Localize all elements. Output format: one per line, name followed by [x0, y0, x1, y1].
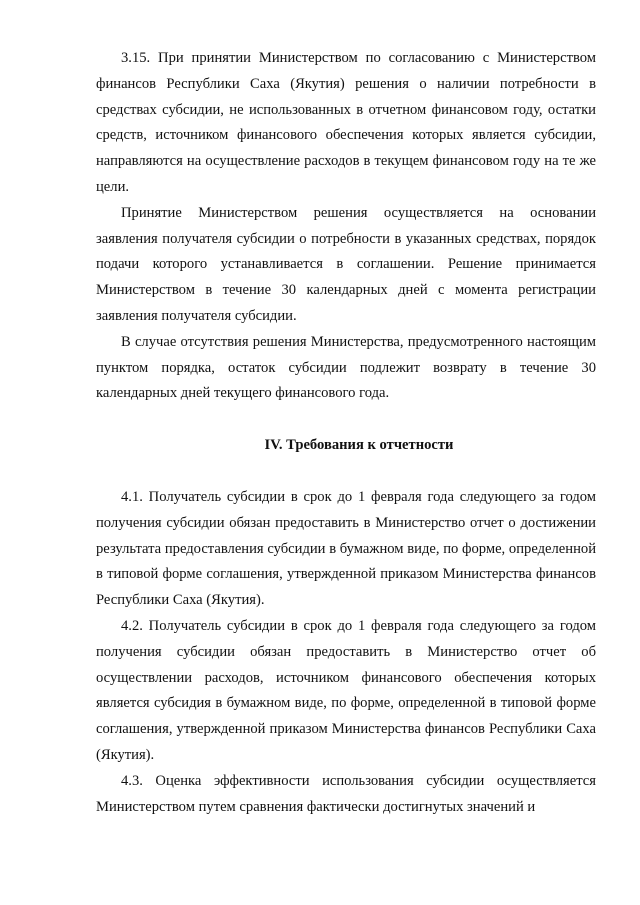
spacer — [96, 407, 596, 433]
section-heading: IV. Требования к отчетности — [264, 437, 454, 454]
spacer — [96, 459, 596, 485]
paragraph-decision: Принятие Министерством решения осуществляется на основании заявления получателя субсидии о потребности в указанных средствах, порядок подачи которого устанавливается в соглашении. Решение принимается Министерством в течение 30 календарных дней с момента регистрации заявления получателя субсидии. — [96, 204, 596, 324]
document-page — [96, 46, 596, 820]
paragraph-no-decision: В случае отсутствия решения Министерства, предусмотренного настоящим пунктом порядка, остаток субсидии подлежит возврату в течение 30 календарных дней текущего финансового года. — [96, 333, 596, 402]
paragraph-3-15: 3.15. При принятии Министерством по согласованию с Министерством финансов Республики Саха (Якутия) решения о наличии потребности в средствах субсидии, не использованных в отчетном финансовом году, остатки средств, источником финансового обеспечения которых является субсидии, направляются на осуществление расходов в текущем финансовом году на те же цели. — [96, 50, 596, 195]
paragraph-4-1: 4.1. Получатель субсидии в срок до 1 февраля года следующего за годом получения субсидии обязан предоставить в Министерство отчет о достижении результата предоставления субсидии в бумажном виде, по форме, определенной в типовой форме соглашения, утвержденной приказом Министерства финансов Республики Саха (Якутия). — [96, 488, 596, 609]
paragraph-4-3: 4.3. Оценка эффективности использования субсидии осуществляется Министерством путем сравнения фактически достигнутых значений и — [96, 772, 596, 815]
paragraph-4-2: 4.2. Получатель субсидии в срок до 1 февраля года следующего за годом получения субсидии обязан предоставить в Министерство отчет об осуществлении расходов, источником финансового обеспечения которых является субсидия в бумажном виде, по форме, определенной в типовой форме соглашения, утвержденной приказом Министерства финансов Республики Саха (Якутия). — [96, 617, 596, 763]
